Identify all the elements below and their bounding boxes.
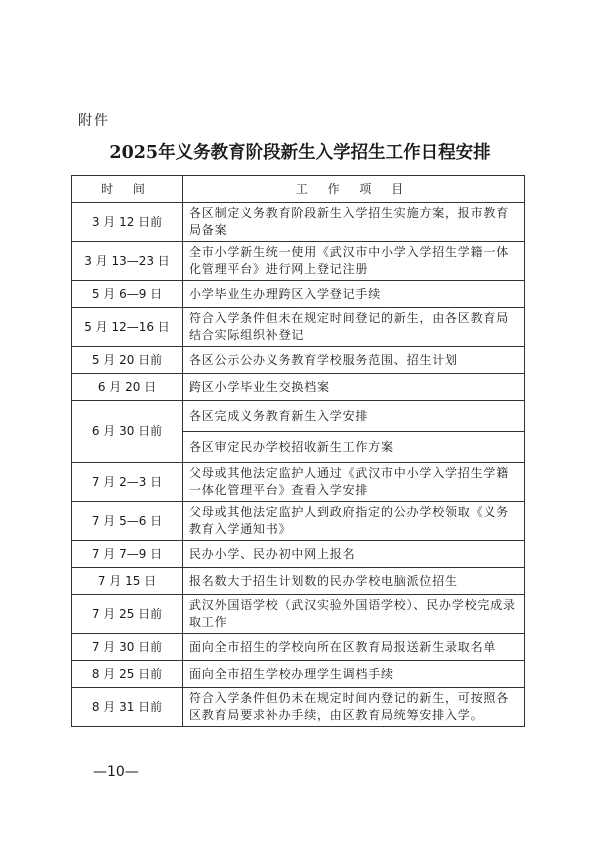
table-row	[72, 463, 525, 502]
row-time: 6 月 20 日	[72, 374, 183, 401]
row-item: 各区审定民办学校招收新生工作方案	[183, 432, 525, 463]
header-time: 时 间	[72, 176, 183, 203]
row-time: 5 月 6—9 日	[72, 281, 183, 308]
row-time: 6 月 30 日前	[72, 401, 183, 463]
row-time: 8 月 25 日前	[72, 661, 183, 688]
attachment-label: 附件	[78, 113, 110, 129]
row-time: 8 月 31 日前	[72, 688, 183, 727]
page-title: 2025年义务教育阶段新生入学招生工作日程安排	[109, 143, 491, 163]
row-item: 报名数大于招生计划数的民办学校电脑派位招生	[183, 568, 525, 595]
row-time: 7 月 15 日	[72, 568, 183, 595]
row-item: 面向全市招生学校办理学生调档手续	[183, 661, 525, 688]
table-row	[72, 347, 525, 374]
table-row	[72, 281, 525, 308]
row-item: 父母或其他法定监护人通过《武汉市中小学入学招生学籍一体化管理平台》查看入学安排	[183, 463, 525, 502]
table-row	[72, 541, 525, 568]
row-time: 3 月 12 日前	[72, 203, 183, 242]
table-row	[72, 401, 525, 432]
schedule-body	[72, 203, 525, 727]
table-row	[72, 308, 525, 347]
row-time: 7 月 30 日前	[72, 634, 183, 661]
row-time: 3 月 13—23 日	[72, 242, 183, 281]
table-row	[72, 634, 525, 661]
row-time: 5 月 20 日前	[72, 347, 183, 374]
row-item: 跨区小学毕业生交换档案	[183, 374, 525, 401]
row-item: 父母或其他法定监护人到政府指定的公办学校领取《义务教育入学通知书》	[183, 502, 525, 541]
row-item: 各区公示公办义务教育学校服务范围、招生计划	[183, 347, 525, 374]
table-row	[72, 203, 525, 242]
table-header-row	[72, 176, 525, 203]
table-row	[72, 502, 525, 541]
page-number: —10—	[93, 764, 139, 780]
row-item: 民办小学、民办初中网上报名	[183, 541, 525, 568]
row-item: 各区制定义务教育阶段新生入学招生实施方案，报市教育局备案	[183, 203, 525, 242]
row-item: 小学毕业生办理跨区入学登记手续	[183, 281, 525, 308]
row-time: 7 月 2—3 日	[72, 463, 183, 502]
row-item: 面向全市招生的学校向所在区教育局报送新生录取名单	[183, 634, 525, 661]
row-item: 符合入学条件但仍未在规定时间内登记的新生，可按照各区教育局要求补办手续，由区教育局统筹安排入学。	[183, 688, 525, 727]
row-item: 符合入学条件但未在规定时间登记的新生，由各区教育局结合实际组织补登记	[183, 308, 525, 347]
table-row	[72, 661, 525, 688]
row-time: 5 月 12—16 日	[72, 308, 183, 347]
table-row	[72, 374, 525, 401]
row-item: 各区完成义务教育新生入学安排	[183, 401, 525, 432]
table-row	[72, 568, 525, 595]
row-time: 7 月 25 日前	[72, 595, 183, 634]
row-time: 7 月 5—6 日	[72, 502, 183, 541]
row-item: 武汉外国语学校（武汉实验外国语学校）、民办学校完成录取工作	[183, 595, 525, 634]
table-row	[72, 242, 525, 281]
table-row	[72, 688, 525, 727]
row-time: 7 月 7—9 日	[72, 541, 183, 568]
header-item: 工 作 项 目	[183, 176, 525, 203]
row-item: 全市小学新生统一使用《武汉市中小学入学招生学籍一体化管理平台》进行网上登记注册	[183, 242, 525, 281]
table-row	[72, 595, 525, 634]
schedule-table	[71, 175, 525, 727]
